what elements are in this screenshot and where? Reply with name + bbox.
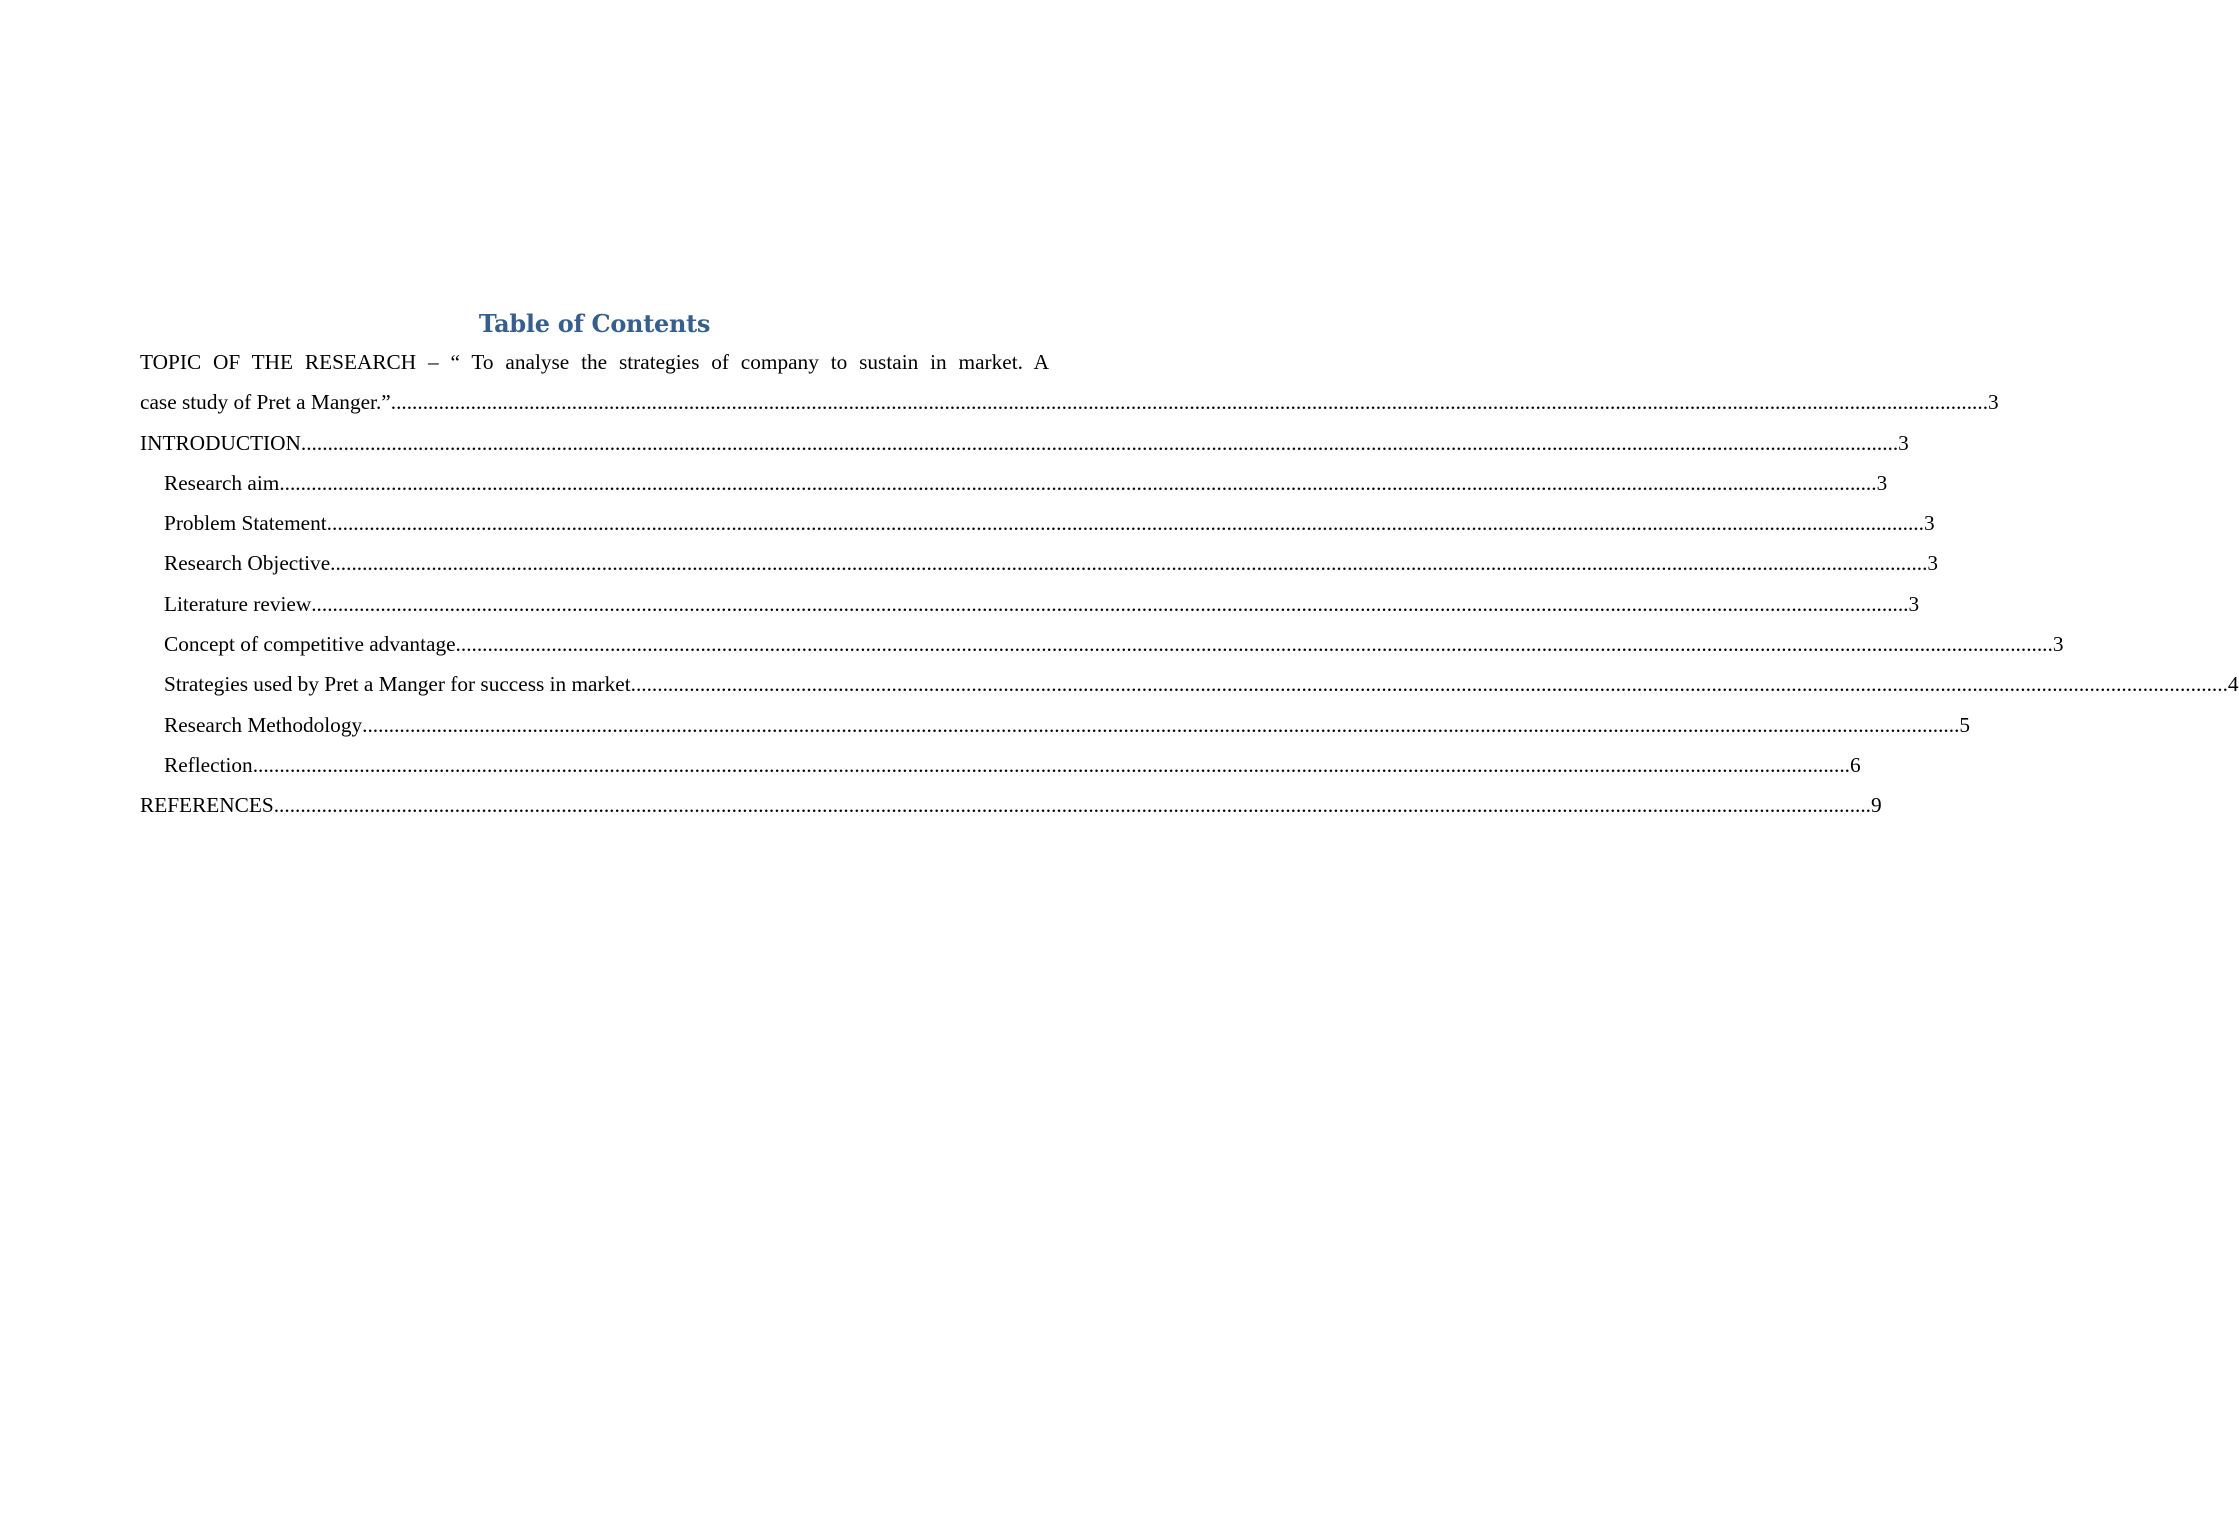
toc-page-number: 3 (1876, 470, 1888, 495)
toc-page-number: 4 (2227, 672, 2239, 697)
toc-entry-text: REFERENCES (140, 793, 274, 818)
toc-page-number: 3 (2052, 632, 2064, 657)
toc-leader-dots: ............................................................................................................................................................................................................................................................................................................ (252, 752, 1850, 777)
toc-entry-research-methodology[interactable] (140, 705, 1971, 745)
toc-entry-introduction[interactable] (140, 423, 1909, 463)
toc-entry-literature-review[interactable] (140, 584, 1920, 624)
toc-page-number: 3 (1908, 591, 1920, 616)
toc-page-number: 3 (1988, 390, 1999, 415)
toc-entry-strategies[interactable] (140, 664, 2239, 704)
toc-page-number: 3 (1927, 551, 1939, 576)
toc-entry-research-objective[interactable] (140, 543, 1939, 583)
toc-entry-text: Problem Statement (164, 511, 327, 536)
toc-entry-text: Reflection (164, 752, 253, 777)
toc-entry-text-line2: case study of Pret a Manger.” (140, 390, 391, 415)
toc-entry-text: Research aim (164, 470, 280, 495)
toc-leader-dots: ............................................................................................................................................................................................................................................................................................................ (330, 551, 1928, 576)
toc-entry-text: Literature review (164, 591, 312, 616)
toc-page-number: 9 (1871, 793, 1882, 818)
toc-page-number: 6 (1849, 752, 1861, 777)
toc-leader-dots: ............................................................................................................................................................................................................................................................................................................ (455, 632, 2053, 657)
toc-entry-research-aim[interactable] (140, 463, 1888, 503)
toc-entry-problem-statement[interactable] (140, 503, 1935, 543)
toc-entry-reflection[interactable] (140, 745, 1861, 785)
toc-page-number: 3 (1923, 511, 1935, 536)
toc-entry-text: Research Methodology (164, 712, 363, 737)
toc-entry-topic[interactable] (140, 342, 1999, 423)
toc-leader-dots: ............................................................................................................................................................................................................................................................................................................ (362, 712, 1960, 737)
toc-entry-references[interactable] (140, 785, 1882, 825)
toc-entry-text: Strategies used by Pret a Manger for success in market (164, 672, 631, 697)
toc-leader-dots: ............................................................................................................................................................................................................................................................................................................ (630, 672, 2228, 697)
toc-leader-dots: ............................................................................................................................................................................................................................................................................................................ (326, 511, 1924, 536)
toc-entry-text: Concept of competitive advantage (164, 632, 456, 657)
toc-page-number: 3 (1898, 430, 1909, 455)
toc-entry-text-line1: TOPIC OF THE RESEARCH – “ To analyse the strategies of company to sustain in market. A (140, 350, 1049, 374)
toc-leader-dots: ............................................................................................................................................................................................................................................................................................................ (273, 793, 1871, 818)
toc-entry-text: Research Objective (164, 551, 331, 576)
toc-leader-dots: ............................................................................................................................................................................................................................................................................................................ (279, 470, 1877, 495)
toc-leader-dots: ............................................................................................................................................................................................................................................................................................................ (311, 591, 1909, 616)
toc-entry-competitive-advantage[interactable] (140, 624, 2064, 664)
table-of-contents (140, 306, 2239, 826)
toc-list (140, 342, 2239, 826)
toc-leader-dots: ............................................................................................................................................................................................................................................................................................................ (300, 430, 1899, 455)
toc-leader-dots: ............................................................................................................................................................................................................................................................................................................ (390, 390, 1989, 415)
toc-page-number: 5 (1959, 712, 1971, 737)
toc-entry-text: INTRODUCTION (140, 430, 301, 455)
toc-title: Table of Contents (478, 309, 711, 338)
